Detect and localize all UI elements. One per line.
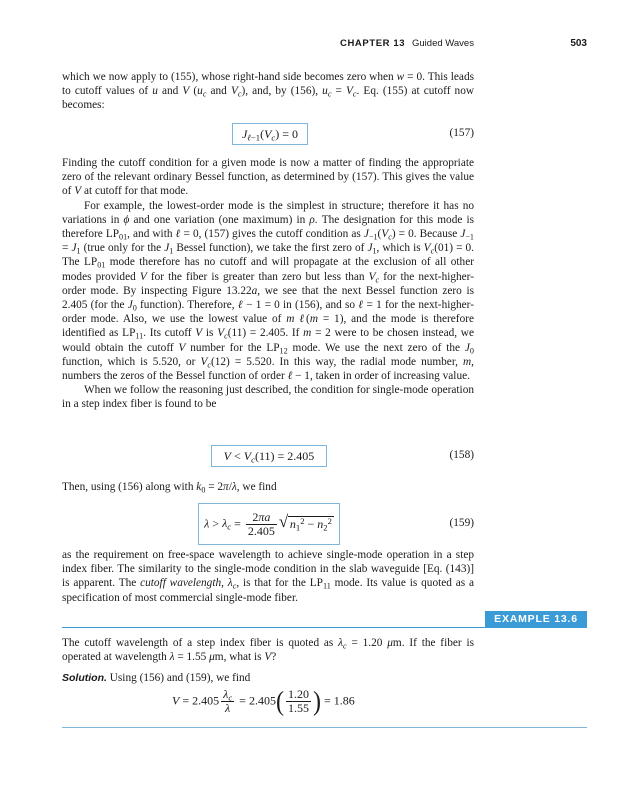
equation-number-157: (157) — [449, 127, 474, 139]
equation-158: $V < V_c(11) = 2.405$ — [223, 448, 315, 464]
page-number: 503 — [570, 38, 587, 49]
equation-159: $\lambda > \lambda_c$ = $\frac{2\pi a}{2.405}$ √ $n_1^2 - n_2^2$ — [204, 509, 332, 538]
solution-label: Solution. — [62, 672, 107, 684]
paragraph-cutoff: Finding the cutoff condition for a given mode is now a matter of finding the appropriate zero of the relevant ordinary Bessel function, as determined by (157). This gives the value of V at cutoff for that mode. For example, the lowest-order mode is the simplest in structure; therefore it has no variations in ϕ and one variation (one maximum) in ρ. The designation for this mode is therefore $LP_{01}$, and with ℓ = 0, (157) gives the cutoff condition as $J_{-1}(V_c) = 0$. Because $J_{-1} = J_1$ (true only for the $J_1$ Bessel function), we take the first zero of $J_1$, which is $V_c(01) = 0$. The $LP_{01}$ mode therefore has no cutoff and will propagate at the exclusion of all other modes provided V for the fiber is greater than zero but less than $V_c$ for the next-higher-order mode. By inspecting Figure 13.22a, we see that the next Bessel function zero is 2.405 (for the $J_0$ function). Therefore, ℓ − 1 = 0 in (156), and so ℓ = 1 for the next-higher-order mode. Also, we use the lowest value of m ℓ(m = 1), and the mode is therefore identified as $LP_{11}$. Its cutoff V is $V_c(11) = 2.405$. If m = 2 were to be chosen instead, we would obtain the cutoff V number for the $LP_{12}$ mode. We use the next zero of the $J_0$ function, which is 5.520, or $V_c(12) = 5.520$. In this way, the radial mode number, m, numbers the zeros of the Bessel function of order ℓ − 1, taken in order of increasing value. When we follow the reasoning just described, the condition for single-mode operation in a step index fiber is found to be — [62, 157, 474, 411]
paragraph-intro: which we now apply to (155), whose right-hand side becomes zero when w = 0. This leads to cutoff values of u and V ($u_c$ and $V_c$), and, by (156), $u_c = V_c$. Eq. (155) at cutoff now becomes: — [62, 71, 475, 112]
chapter-title: Guided Waves — [412, 38, 474, 49]
equation-157-box — [232, 123, 308, 145]
running-header — [340, 38, 587, 52]
solution-equation: V = 2.405 $\frac{\lambda_c}{\lambda}$ = 2.405( $\frac{1.20}{1.55}$ ) = 1.86 — [172, 686, 355, 717]
equation-157: $J_{\ell-1}(V_c) = 0$ — [241, 126, 299, 142]
example-label: EXAMPLE 13.6 — [485, 611, 587, 627]
example-bottom-rule — [62, 727, 587, 728]
example-problem: The cutoff wavelength of a step index fiber is quoted as $\lambda_c = 1.20$ μm. If the fiber is operated at wavelength λ = 1.55 μm, what is V? — [62, 637, 474, 664]
paragraph-then: Then, using (156) along with $k_0 = 2\pi/\lambda$, we find — [62, 481, 277, 495]
solution-text: Using (156) and (159), we find — [109, 672, 251, 684]
equation-159-box — [198, 503, 340, 545]
example-solution — [62, 671, 474, 685]
paragraph-requirement: as the requirement on free-space wavelength to achieve single-mode operation in a step index fiber. The similarity to the single-mode condition in the slab waveguide [Eq. (143)] is apparent. The cutoff wavelength, $\lambda_c$, is that for the $LP_{11}$ mode. Its value is quoted as a specification of most commercial single-mode fiber. — [62, 549, 474, 604]
equation-158-box — [211, 445, 327, 467]
example-top-rule — [62, 627, 587, 628]
equation-number-159: (159) — [449, 517, 474, 529]
equation-number-158: (158) — [449, 449, 474, 461]
chapter-label: CHAPTER 13 — [340, 38, 406, 49]
